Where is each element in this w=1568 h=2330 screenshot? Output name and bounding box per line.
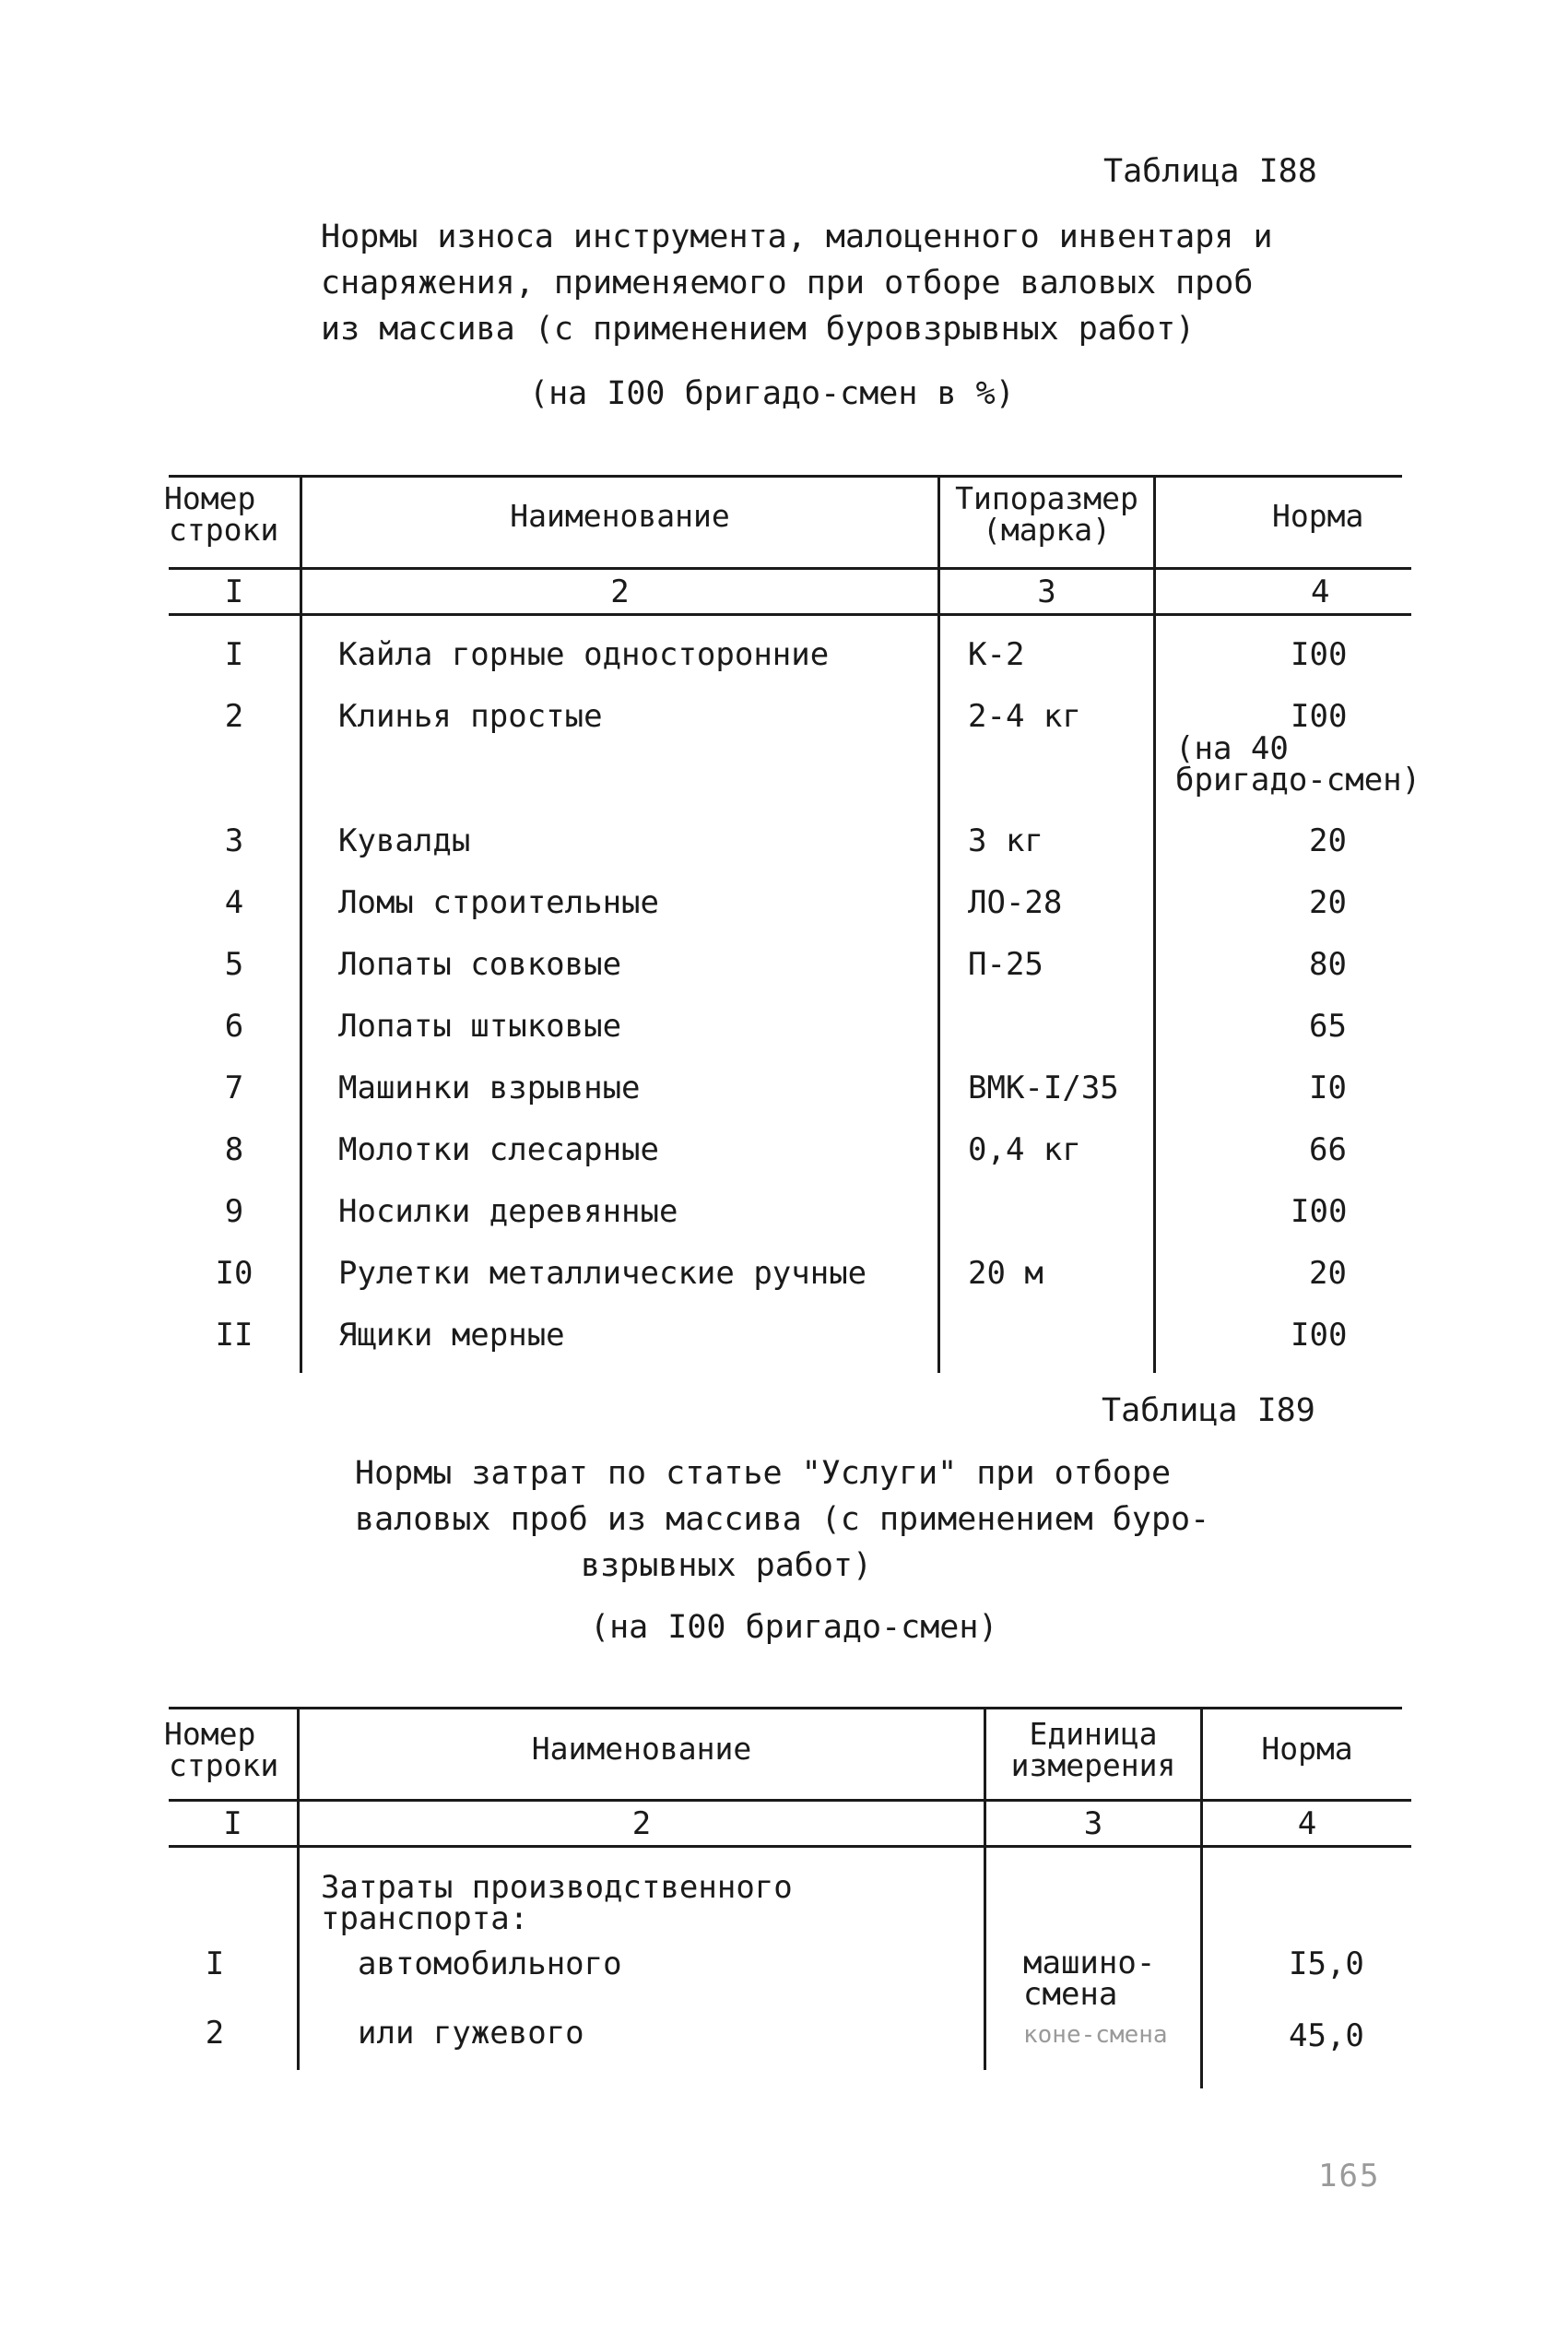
table-189-title-line-3: взрывных работ)	[581, 1547, 873, 1584]
row-num: 2	[205, 2015, 225, 2052]
row-norm: I00	[1291, 636, 1348, 673]
header-norm: Норма	[1261, 1731, 1353, 1767]
header-norm: Норма	[1272, 498, 1364, 534]
row-name: Рулетки металлические ручные	[338, 1255, 867, 1292]
row-size: 2-4 кг	[968, 698, 1081, 735]
table-188-header-rule	[169, 567, 1411, 570]
row-unit-line-1: машино-	[1023, 1945, 1156, 1981]
header-num-line-1: Номер	[164, 1716, 256, 1752]
row-name: или гужевого	[358, 2015, 584, 2052]
table-188-subtitle: (на I00 бригадо-смен в %)	[529, 375, 1015, 412]
table-188-title-line-3: из массива (с применением буровзрывных работ)	[321, 311, 1196, 348]
row-num: 3	[224, 822, 244, 859]
row-name: Машинки взрывные	[338, 1070, 641, 1106]
header-unit-line-2: измерения	[1010, 1747, 1176, 1783]
row-num: 5	[224, 946, 244, 983]
header-unit-line-1: Единица	[1029, 1716, 1158, 1752]
row-size: 3 кг	[968, 822, 1043, 859]
row-num: 8	[224, 1131, 244, 1168]
row-norm: I00	[1291, 1317, 1348, 1354]
row-norm: I0	[1309, 1070, 1347, 1106]
row-norm: I00	[1291, 1193, 1348, 1230]
table-188-divider-3	[1153, 477, 1156, 1373]
row-norm: 20	[1309, 822, 1347, 859]
header-num-line-2: строки	[169, 1747, 279, 1783]
row-num: 6	[224, 1008, 244, 1045]
header-name: Наименование	[510, 498, 730, 534]
table-189-top-rule	[169, 1707, 1402, 1709]
row-name: Лопаты совковые	[338, 946, 622, 983]
group-label-line-2: транспорта:	[321, 1900, 529, 1937]
row-num: 2	[224, 698, 244, 735]
colnum-4: 4	[1297, 1805, 1317, 1842]
table-189-label: Таблица I89	[1102, 1392, 1315, 1429]
row-name: Кувалды	[338, 822, 471, 859]
row-name: Молотки слесарные	[338, 1131, 659, 1168]
row-norm: I5,0	[1289, 1946, 1364, 1982]
header-num-line-1: Номер	[164, 480, 256, 516]
row-norm-note-line-1: (на 40	[1175, 730, 1289, 767]
row-size: 0,4 кг	[968, 1131, 1081, 1168]
page-number: 165	[1318, 2158, 1381, 2194]
row-num: II	[215, 1317, 253, 1354]
table-188-title-line-2: снаряжения, применяемого при отборе валовых проб	[321, 265, 1254, 302]
row-unit-line-1: коне-смена	[1023, 2021, 1168, 2049]
colnum-3: 3	[1037, 574, 1056, 610]
row-num: 4	[224, 884, 244, 921]
colnum-2: 2	[610, 574, 630, 610]
table-188-divider-1	[300, 477, 302, 1373]
row-name: Клинья простые	[338, 698, 603, 735]
row-name: Ломы строительные	[338, 884, 659, 921]
row-size: ЛО-28	[968, 884, 1063, 921]
colnum-2: 2	[631, 1805, 652, 1842]
row-name: Носилки деревянные	[338, 1193, 678, 1230]
row-size: 20 м	[968, 1255, 1043, 1292]
header-name: Наименование	[531, 1731, 752, 1767]
table-188-divider-2	[937, 477, 940, 1373]
table-189-title-line-1: Нормы затрат по статье "Услуги" при отборе	[355, 1455, 1172, 1492]
row-norm-note-line-2: бригадо-смен)	[1175, 762, 1421, 798]
row-norm: 45,0	[1289, 2017, 1364, 2054]
colnum-1: I	[224, 574, 244, 610]
row-size: ВМК-I/35	[968, 1070, 1119, 1106]
header-size-line-2: (марка)	[982, 512, 1112, 548]
colnum-3: 3	[1083, 1805, 1103, 1842]
table-189-subtitle: (на I00 бригадо-смен)	[590, 1609, 998, 1646]
row-num: I0	[215, 1255, 253, 1292]
row-num: 9	[224, 1193, 244, 1230]
colnum-4: 4	[1311, 574, 1330, 610]
row-name: автомобильного	[358, 1946, 622, 1982]
row-name: Ящики мерные	[338, 1317, 565, 1354]
colnum-1: I	[223, 1805, 242, 1842]
table-189-header-rule	[169, 1799, 1411, 1802]
row-num: I	[224, 636, 244, 673]
row-unit-line-2: смена	[1023, 1976, 1118, 2013]
row-name: Лопаты штыковые	[338, 1008, 622, 1045]
row-norm: 20	[1309, 1255, 1347, 1292]
table-188-title-line-1: Нормы износа инструмента, малоценного инвентаря и	[321, 219, 1273, 255]
table-188-label: Таблица I88	[1103, 153, 1317, 190]
table-188-top-rule	[169, 475, 1402, 478]
table-189-divider-3	[1200, 1709, 1203, 2088]
row-size: П-25	[968, 946, 1043, 983]
row-num: I	[205, 1946, 225, 1982]
row-norm: I00	[1291, 698, 1348, 735]
table-189-title-line-2: валовых проб из массива (с применением буро-	[355, 1501, 1210, 1538]
row-norm: 20	[1309, 884, 1347, 921]
table-189-colnum-rule	[169, 1845, 1411, 1848]
row-norm: 65	[1309, 1008, 1347, 1045]
header-size-line-1: Типоразмер	[955, 480, 1138, 516]
header-num-line-2: строки	[169, 512, 279, 548]
group-label-line-1: Затраты производственного	[321, 1869, 793, 1906]
table-188-colnum-rule	[169, 613, 1411, 616]
row-num: 7	[224, 1070, 244, 1106]
row-norm: 66	[1309, 1131, 1347, 1168]
row-size: К-2	[968, 636, 1025, 673]
row-name: Кайла горные односторонние	[338, 636, 830, 673]
row-norm: 80	[1309, 946, 1347, 983]
